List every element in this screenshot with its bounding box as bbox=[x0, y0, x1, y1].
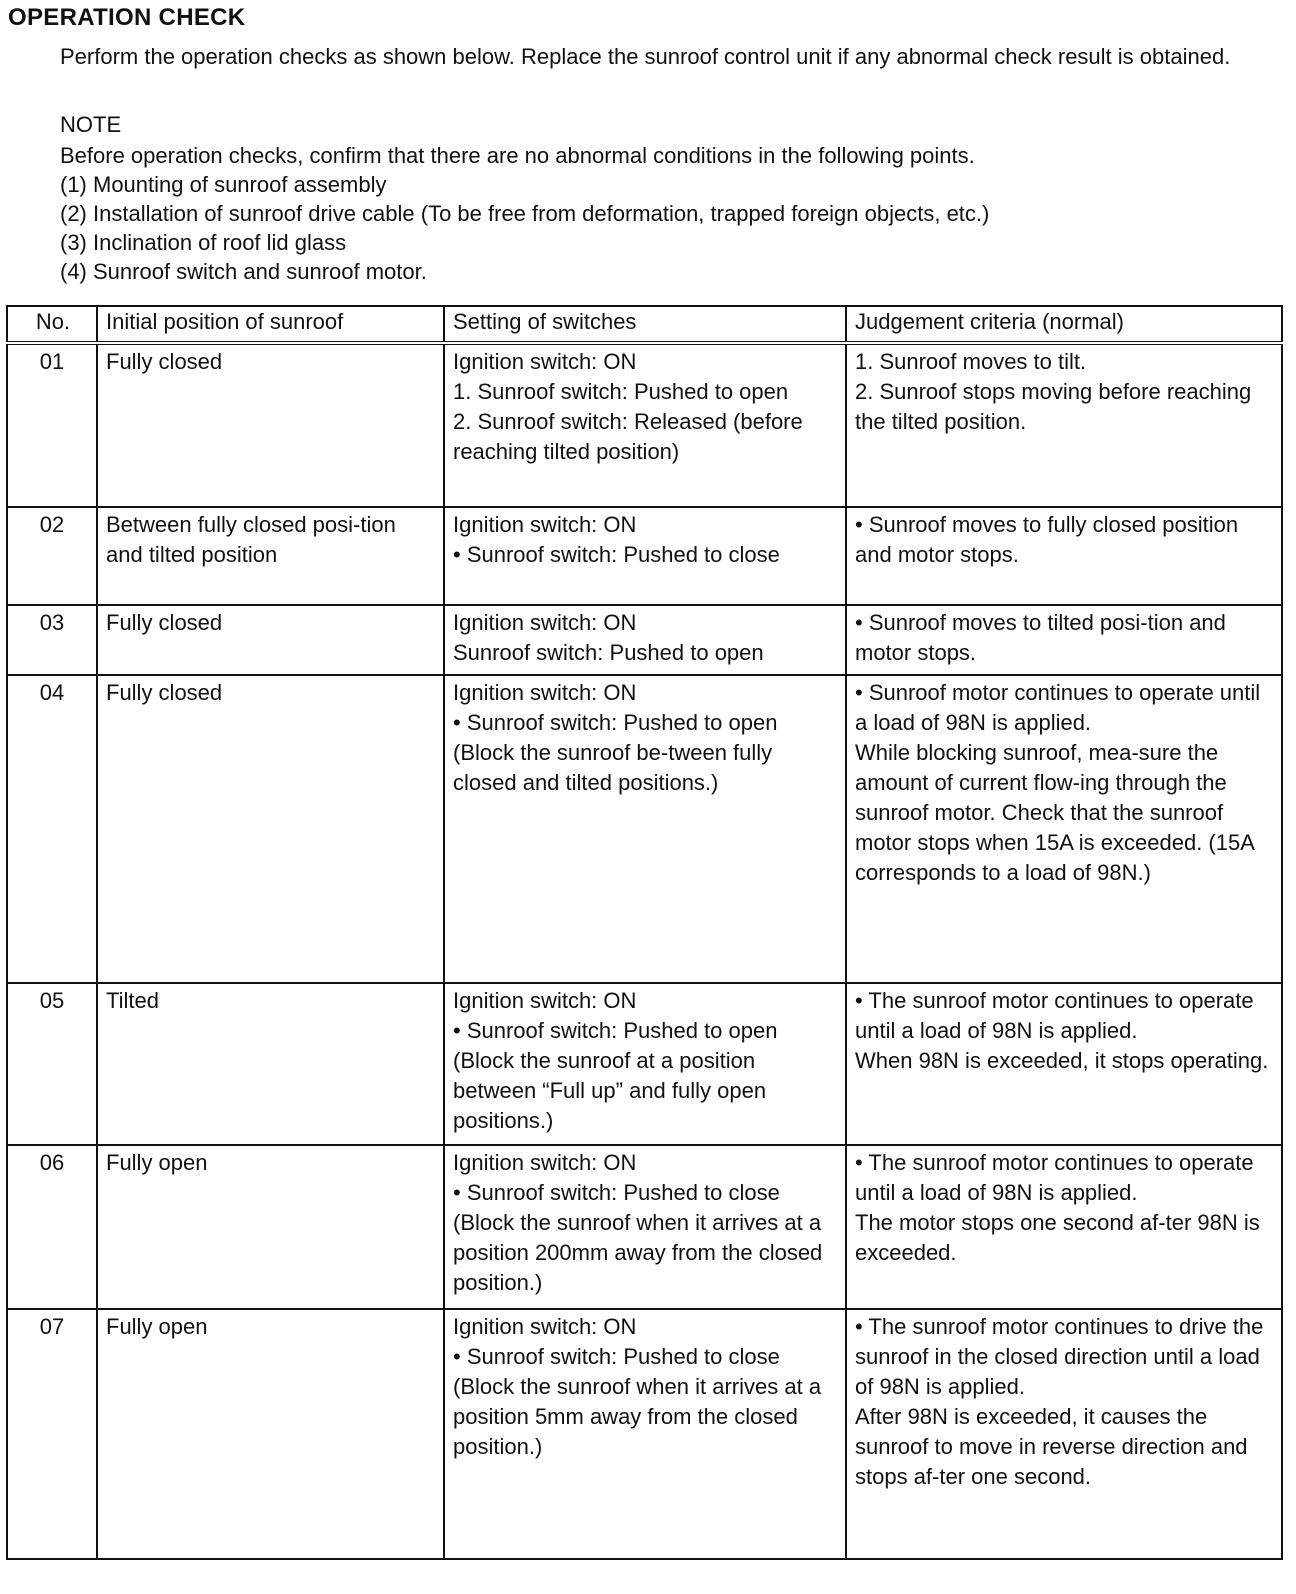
row-judgement-criteria bbox=[846, 1309, 1282, 1559]
note-item: (1) Mounting of sunroof assembly bbox=[60, 172, 387, 197]
switch-setting-line: Ignition switch: ON bbox=[453, 1314, 637, 1339]
row-judgement-criteria bbox=[846, 983, 1282, 1145]
switch-setting-line: Ignition switch: ON bbox=[453, 680, 637, 705]
switch-setting-line: • Sunroof switch: Pushed to close (Block the sunroof when it arrives at a position 5mm away from the closed position.) bbox=[453, 1344, 822, 1459]
criteria-line: • Sunroof moves to tilted posi-tion and motor stops. bbox=[855, 610, 1226, 665]
row-initial-position: Fully open bbox=[97, 1145, 444, 1309]
note-text: Before operation checks, confirm that there are no abnormal conditions in the following points. bbox=[60, 143, 975, 168]
table-row bbox=[7, 1309, 1282, 1559]
table-row bbox=[7, 1145, 1282, 1309]
switch-setting-line: • Sunroof switch: Pushed to close (Block the sunroof when it arrives at a position 200mm away from the closed position.) bbox=[453, 1180, 823, 1295]
table-row bbox=[7, 507, 1282, 605]
row-initial-position: Fully open bbox=[97, 1309, 444, 1559]
row-initial-position: Fully closed bbox=[97, 675, 444, 983]
row-switch-settings bbox=[444, 1145, 846, 1309]
header-no: No. bbox=[7, 306, 97, 343]
row-number: 06 bbox=[7, 1145, 97, 1309]
criteria-line: The motor stops one second af-ter 98N is exceeded. bbox=[855, 1210, 1260, 1265]
row-judgement-criteria bbox=[846, 675, 1282, 983]
row-number: 04 bbox=[7, 675, 97, 983]
switch-setting-line: • Sunroof switch: Pushed to open (Block the sunroof at a position between “Full up” and fully open positions.) bbox=[453, 1018, 778, 1133]
row-initial-position: Tilted bbox=[97, 983, 444, 1145]
criteria-line: • The sunroof motor continues to drive the sunroof in the closed direction until a load of 98N is applied. bbox=[855, 1314, 1264, 1399]
row-switch-settings bbox=[444, 507, 846, 605]
row-judgement-criteria bbox=[846, 1145, 1282, 1309]
switch-setting-line: Ignition switch: ON bbox=[453, 512, 637, 537]
row-switch-settings bbox=[444, 983, 846, 1145]
criteria-line: When 98N is exceeded, it stops operating. bbox=[855, 1048, 1269, 1073]
row-initial-position: Fully closed bbox=[97, 605, 444, 675]
criteria-line: • Sunroof motor continues to operate until a load of 98N is applied. bbox=[855, 680, 1261, 735]
criteria-line: After 98N is exceeded, it causes the sunroof to move in reverse direction and stops af-ter one second. bbox=[855, 1404, 1248, 1489]
row-number: 03 bbox=[7, 605, 97, 675]
criteria-line: • The sunroof motor continues to operate until a load of 98N is applied. bbox=[855, 1150, 1254, 1205]
row-switch-settings bbox=[444, 1309, 846, 1559]
switch-setting-line: • Sunroof switch: Pushed to open (Block the sunroof be-tween fully closed and tilted positions.) bbox=[453, 710, 778, 795]
switch-setting-line: 1. Sunroof switch: Pushed to open bbox=[453, 379, 789, 404]
criteria-line: 1. Sunroof moves to tilt. bbox=[855, 349, 1087, 374]
note-item: (3) Inclination of roof lid glass bbox=[60, 230, 347, 255]
row-number: 01 bbox=[7, 343, 97, 507]
switch-setting-line: Ignition switch: ON bbox=[453, 1150, 637, 1175]
note-label: NOTE bbox=[60, 112, 122, 137]
switch-setting-line: • Sunroof switch: Pushed to close bbox=[453, 542, 780, 567]
note-item: (4) Sunroof switch and sunroof motor. bbox=[60, 259, 427, 284]
table-header-row bbox=[7, 306, 1282, 343]
header-setting-of-switches: Setting of switches bbox=[444, 306, 846, 343]
criteria-line: 2. Sunroof stops moving before reaching the tilted position. bbox=[855, 379, 1252, 434]
row-switch-settings bbox=[444, 605, 846, 675]
switch-setting-line: Ignition switch: ON bbox=[453, 988, 637, 1013]
switch-setting-line: Ignition switch: ON bbox=[453, 610, 637, 635]
criteria-line: While blocking sunroof, mea-sure the amount of current flow-ing through the sunroof motor. Check that the sunroof motor stops when 15A is exceeded. (15A corresponds to a load of 98N.) bbox=[855, 740, 1254, 885]
row-judgement-criteria bbox=[846, 507, 1282, 605]
criteria-line: • Sunroof moves to fully closed position and motor stops. bbox=[855, 512, 1239, 567]
operation-check-table bbox=[6, 305, 1283, 1560]
header-judgement-criteria: Judgement criteria (normal) bbox=[846, 306, 1282, 343]
table-row bbox=[7, 605, 1282, 675]
note-item: (2) Installation of sunroof drive cable (To be free from deformation, trapped foreign objects, etc.) bbox=[60, 201, 990, 226]
row-judgement-criteria bbox=[846, 343, 1282, 507]
table-row bbox=[7, 983, 1282, 1145]
row-initial-position: Between fully closed posi-tion and tilted position bbox=[97, 507, 444, 605]
switch-setting-line: 2. Sunroof switch: Released (before reaching tilted position) bbox=[453, 409, 803, 464]
intro-paragraph: Perform the operation checks as shown below. Replace the sunroof control unit if any abnormal check result is obtained. bbox=[60, 44, 1231, 69]
switch-setting-line: Ignition switch: ON bbox=[453, 349, 637, 374]
row-switch-settings bbox=[444, 675, 846, 983]
switch-setting-line: Sunroof switch: Pushed to open bbox=[453, 640, 764, 665]
table-row bbox=[7, 675, 1282, 983]
criteria-line: • The sunroof motor continues to operate until a load of 98N is applied. bbox=[855, 988, 1254, 1043]
note-list bbox=[60, 170, 989, 286]
row-judgement-criteria bbox=[846, 605, 1282, 675]
page-title: OPERATION CHECK bbox=[8, 4, 246, 31]
table-row bbox=[7, 343, 1282, 507]
header-initial-position: Initial position of sunroof bbox=[97, 306, 444, 343]
row-number: 05 bbox=[7, 983, 97, 1145]
row-switch-settings bbox=[444, 343, 846, 507]
row-initial-position: Fully closed bbox=[97, 343, 444, 507]
row-number: 02 bbox=[7, 507, 97, 605]
row-number: 07 bbox=[7, 1309, 97, 1559]
